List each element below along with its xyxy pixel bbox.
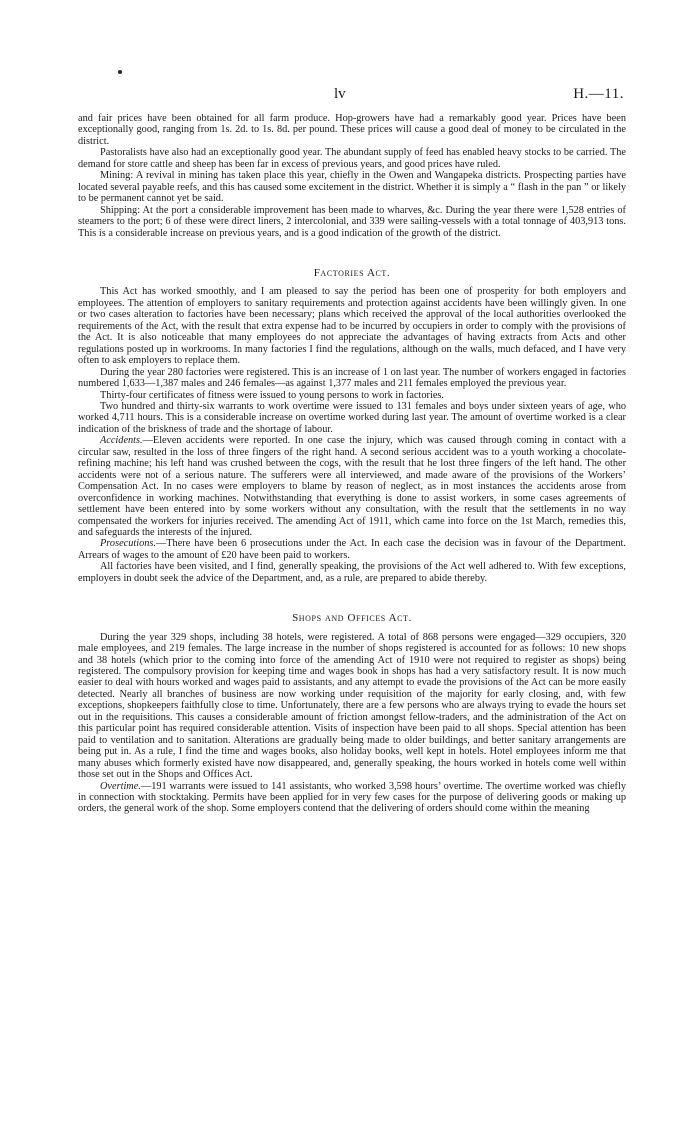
paragraph-certificates: Thirty-four certificates of fitness were issued to young persons to work in factories. [100, 389, 444, 401]
speck-mark [118, 70, 122, 74]
paragraph-factories-registered: During the year 280 factories were registered. This is an increase of 1 on last year. The number of workers engaged in factories numbered 1,633—1,387 males and 246 females—as against 1,377 males and 211 females employed the previous year. [78, 366, 626, 390]
paragraph-farm-produce: and fair prices have been obtained for all farm produce. Hop-growers have had a remarkably good year. Prices have been exceptionally good, ranging from 1s. 2d. to 1s. 8d. per pound. These prices will cause a good deal of money to be circulated in the district. [78, 113, 626, 147]
paragraph-factories-closing: All factories have been visited, and I find, generally speaking, the provisions of the Act well adhered to. With few exceptions, employers in doubt seek the advice of the Department, and, as a rule, are prepared to abide thereby. [78, 561, 626, 584]
document-reference: H.—11. [573, 86, 624, 102]
paragraph-factories-intro: This Act has worked smoothly, and I am pleased to say the period has been one of prosperity for both employers and employees. The attention of employers to sanitary requirements and protection against accidents have been willingly given. In one or two cases alteration to factories have been necessary; plans which received the approval of the local authorities overlooked the requirements of the Act, with the result that extra expense had to be incurred by occupiers in order to comply with the provisions of the Act. It is also noticeable that many employees do not appreciate the advantages of having extracts from Acts and other regulations posted up in workrooms. In many factories I find the regulations, although on the walls, much defaced, and I have very often to ask employers to replace them. [78, 286, 626, 367]
prosecutions-lead: Prosecutions. [100, 538, 156, 550]
paragraph-prosecutions [78, 538, 626, 561]
paragraph-accidents [78, 435, 626, 538]
paragraph-shipping: Shipping: At the port a considerable improvement has been made to wharves, &c. During the year there were 1,528 entries of steamers to the port; 6 of these were direct liners, 2 intercolonial, and 339 were sailing-vessels with a total tonnage of 403,913 tons. This is a considerable increase on previous years, and is a good indication of the growth of the district. [78, 204, 626, 239]
overtime-text: —191 warrants were issued to 141 assistants, who worked 3,598 hours’ overtime. The overtime worked was chiefly in connection with stocktaking. Permits have been applied for in very few cases for the purpose of delivering goods or making up orders, the general work of the shop. Some employers contend that the delivering of orders should come within the meaning [78, 780, 626, 815]
accidents-lead: Accidents. [100, 435, 143, 447]
page-number: lv [334, 86, 346, 102]
paragraph-shops: During the year 329 shops, including 38 hotels, were registered. A total of 868 persons were engaged—329 occupiers, 320 male employees, and 219 females. The large increase in the number of shops registered is accounted for as follows: 10 new shops and 38 hotels (which prior to the coming into force of the amending Act of 1910 were not required to register as shops) being registered. The compulsory provision for keeping time and wages book in shops has had a very satisfactory result. It is now much easier to deal with hours worked and wages paid to assistants, and any attempt to evade the provisions of the Act can be more easily detected. Nearly all branches of business are now working under requisition of the majority for early closing, and, with few exceptions, shopkeepers faithfully close to time. Unfortunately, there are a few persons who are always trying to evade the hours set out in the requisitions. This causes a considerable amount of friction amongst fellow-traders, and the administration of the Act on this particular point has required considerable attention. Visits of inspection have been paid to all shops. Special attention has been paid to ventilation and to sanitation. Alterations are gradually being made to older buildings, and better sanitary arrangements are being put in. As a rule, I find the time and wages books, also holiday books, well kept in hotels. Hotel employees inform me that many abuses which formerly existed have now disappeared, and, generally speaking, the hours worked in hotels come well within those set out in the Shops and Offices Act. [78, 631, 626, 781]
paragraph-overtime-warrants: Two hundred and thirty-six warrants to work overtime were issued to 131 females and boys under sixteen years of age, who worked 4,711 hours. This is a considerable increase on overtime worked during last year. The amount of overtime worked is a clear indication of the briskness of trade and the shortage of labour. [78, 400, 626, 435]
overtime-lead: Overtime. [100, 780, 141, 792]
prosecutions-text: —There have been 6 prosecutions under the Act. In each case the decision was in favour of the Department. Arrears of wages to the amount of £20 have been paid to workers. [78, 538, 626, 561]
paragraph-pastoralists: Pastoralists have also had an exceptionally good year. The abundant supply of feed has enabled heavy stocks to be carried. The demand for store cattle and sheep has been far in excess of previous years, and good prices have ruled. [78, 147, 626, 170]
paragraph-shops-overtime [78, 781, 626, 815]
factories-act-heading: Factories Act. [313, 266, 391, 279]
shops-offices-act-heading: Shops and Offices Act. [292, 612, 412, 625]
accidents-text: —Eleven accidents were reported. In one case the injury, which was caused through coming in contact with a circular saw, resulted in the loss of three fingers of the right hand. A second serious accident was to a youth working a chocolate-refining machine; his left hand was crushed between the cogs, with the result that he lost three fingers of the left hand. The other accidents were not of a serious nature. The sufferers were all interviewed, and made aware of the provisions of the Workers’ Compensation Act. In no cases were employers to blame by reason of neglect, as in most instances the accidents arose from overconfidence in working machines. Notwithstanding that everything is done to assist workers, in some cases agreements of settlement have been entered into by some workers without any consultation, with the result that the settlements in no way compensated the workers for injuries received. The amending Act of 1911, which came into force on the 1st March, remedies this, and safeguards the interests of the injured. [78, 435, 626, 538]
page-header [0, 86, 700, 106]
body-text [78, 113, 626, 815]
paragraph-mining: Mining: A revival in mining has taken place this year, chiefly in the Owen and Wangapeka districts. Prospecting parties have located several payable reefs, and this has caused some excitement in the district. Whether it is simply a “ flash in the pan ” or likely to be permanent cannot yet be said. [78, 170, 626, 205]
